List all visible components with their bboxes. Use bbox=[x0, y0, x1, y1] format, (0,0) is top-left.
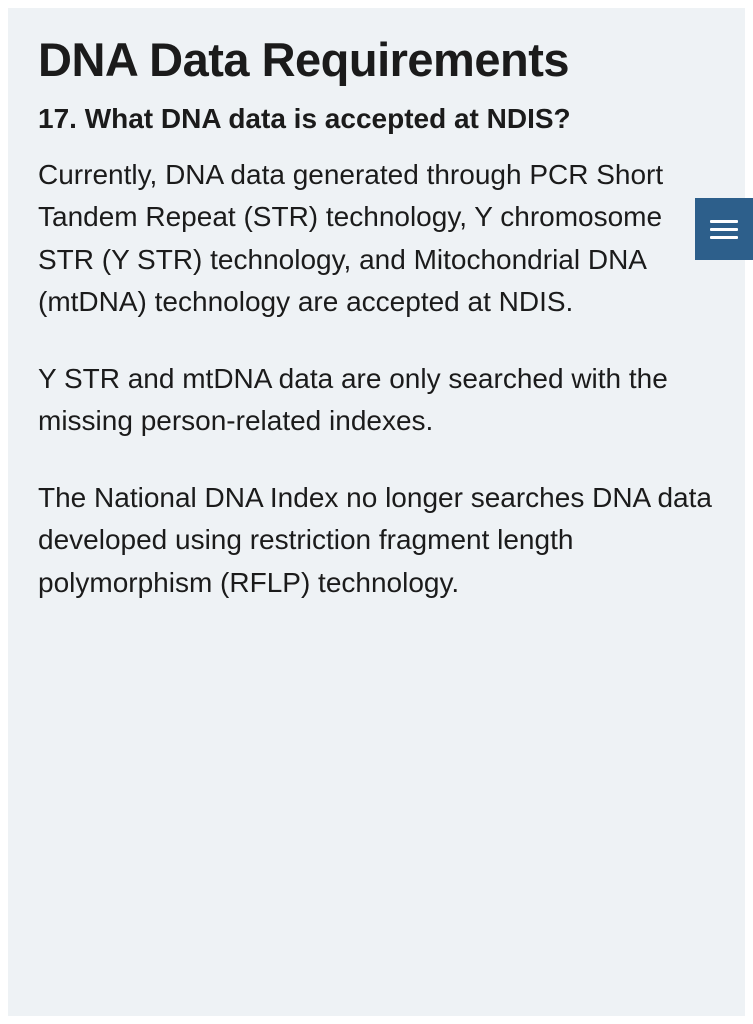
menu-bar-top bbox=[710, 220, 738, 223]
content-panel bbox=[8, 8, 745, 1016]
page-title: DNA Data Requirements bbox=[38, 33, 569, 86]
menu-bar-middle bbox=[710, 228, 738, 231]
hamburger-menu-button[interactable] bbox=[695, 198, 753, 260]
body-paragraph-2: Y STR and mtDNA data are only searched with the missing person-related indexes. bbox=[38, 362, 668, 437]
menu-bar-bottom bbox=[710, 236, 738, 239]
body-paragraph-1: Currently, DNA data generated through PCR Short Tandem Repeat (STR) technology, Y chromosome STR (Y STR) technology, and Mitochondrial DNA (mtDNA) technology are accepted at NDIS. bbox=[38, 158, 664, 318]
body-paragraph-3: The National DNA Index no longer searches DNA data developed using restriction fragment length polymorphism (RFLP) technology. bbox=[38, 481, 712, 598]
hamburger-menu-icon bbox=[710, 220, 738, 239]
question-heading: 17. What DNA data is accepted at NDIS? bbox=[38, 102, 571, 134]
